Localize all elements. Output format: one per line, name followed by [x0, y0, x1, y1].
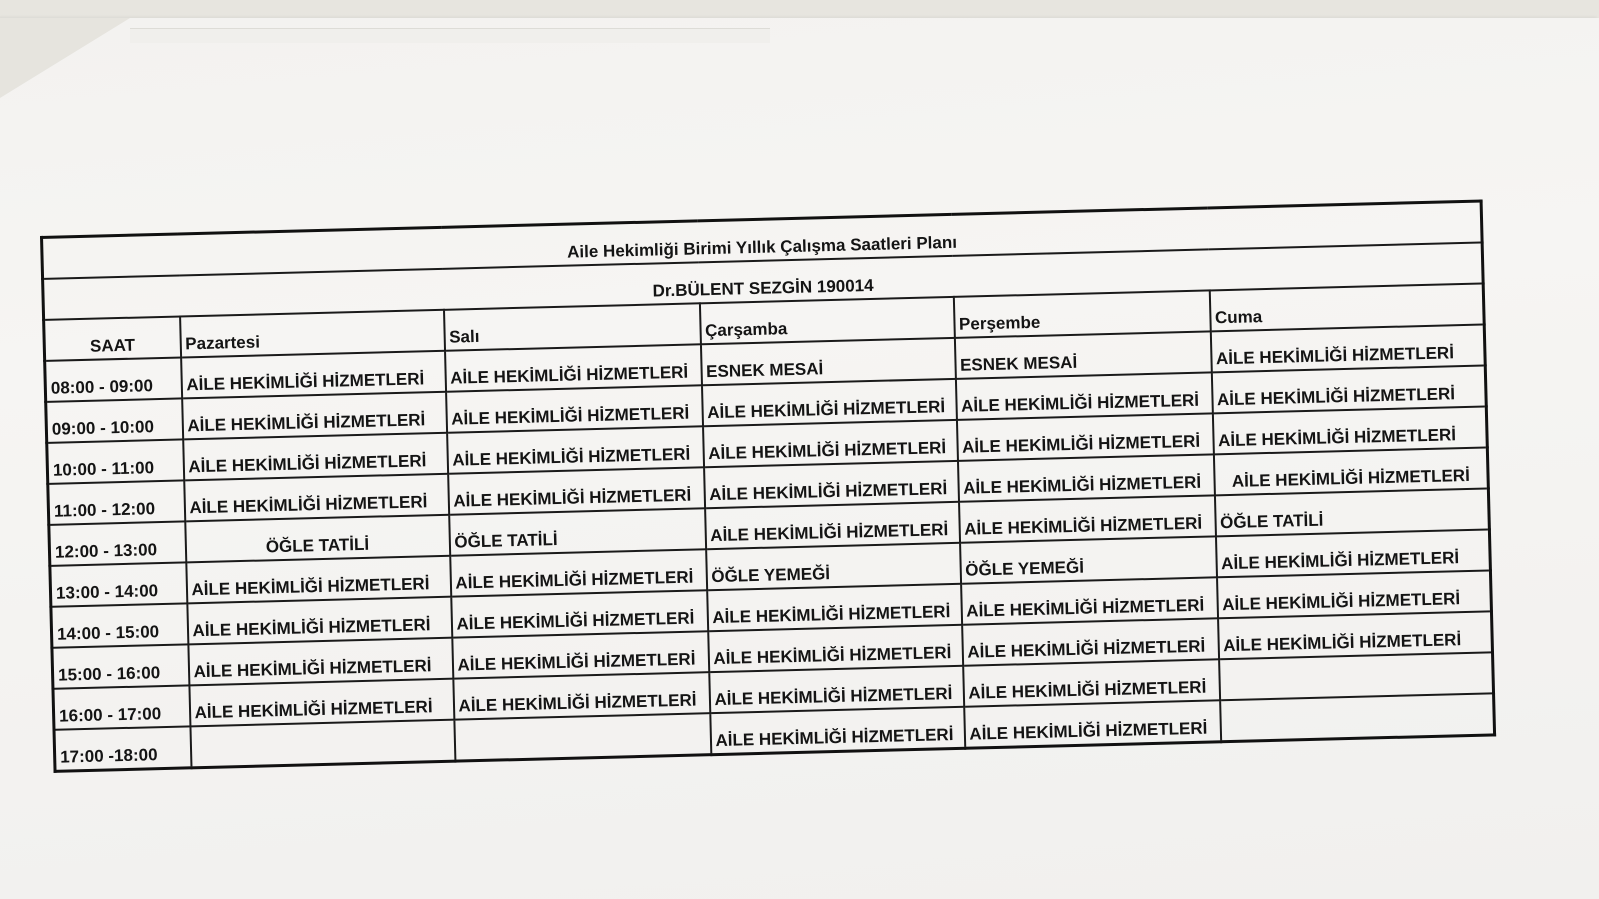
schedule-cell: AİLE HEKİMLİĞİ HİZMETLERİ: [184, 474, 449, 522]
schedule-cell: AİLE HEKİMLİĞİ HİZMETLERİ: [962, 618, 1219, 665]
paper-underlying-sheet: [130, 28, 770, 43]
schedule-cell: AİLE HEKİMLİĞİ HİZMETLERİ: [183, 433, 448, 481]
schedule-cell: AİLE HEKİMLİĞİ HİZMETLERİ: [453, 672, 710, 719]
schedule-cell: AİLE HEKİMLİĞİ HİZMETLERİ: [187, 597, 452, 645]
schedule-cell: AİLE HEKİMLİĞİ HİZMETLERİ: [446, 385, 703, 432]
schedule-cell: ESNEK MESAİ: [700, 338, 955, 385]
schedule-cell: AİLE HEKİMLİĞİ HİZMETLERİ: [703, 420, 958, 467]
schedule-cell: AİLE HEKİMLİĞİ HİZMETLERİ: [182, 392, 447, 440]
schedule-cell: ÖĞLE TATİLİ: [449, 508, 706, 555]
schedule-cell: AİLE HEKİMLİĞİ HİZMETLERİ: [452, 631, 709, 678]
schedule-cell: AİLE HEKİMLİĞİ HİZMETLERİ: [1218, 611, 1493, 659]
schedule-cell: AİLE HEKİMLİĞİ HİZMETLERİ: [450, 549, 707, 596]
header-pazartesi: Pazartesi: [180, 310, 445, 358]
schedule-cell: AİLE HEKİMLİĞİ HİZMETLERİ: [447, 426, 704, 473]
schedule-cell: ÖĞLE YEMEĞİ: [960, 536, 1217, 583]
schedule-table: [40, 199, 1496, 772]
schedule-cell: AİLE HEKİMLİĞİ HİZMETLERİ: [964, 700, 1221, 748]
time-cell: 17:00 -18:00: [54, 726, 191, 771]
header-carsamba: Çarşamba: [699, 297, 954, 344]
schedule-cell: AİLE HEKİMLİĞİ HİZMETLERİ: [705, 502, 960, 549]
schedule-cell: ÖĞLE YEMEĞİ: [706, 543, 961, 590]
schedule-cell: AİLE HEKİMLİĞİ HİZMETLERİ: [1212, 406, 1487, 454]
schedule-cell: AİLE HEKİMLİĞİ HİZMETLERİ: [963, 659, 1220, 706]
time-cell: 08:00 - 09:00: [45, 357, 182, 401]
schedule-cell: AİLE HEKİMLİĞİ HİZMETLERİ: [701, 379, 956, 426]
paper-corner-shadow: [0, 18, 130, 98]
schedule-cell: AİLE HEKİMLİĞİ HİZMETLERİ: [957, 454, 1214, 501]
time-cell: 09:00 - 10:00: [46, 398, 183, 442]
schedule-cell: AİLE HEKİMLİĞİ HİZMETLERİ: [707, 584, 962, 631]
schedule-cell: AİLE HEKİMLİĞİ HİZMETLERİ: [709, 666, 964, 713]
schedule-cell: AİLE HEKİMLİĞİ HİZMETLERİ: [181, 351, 446, 399]
schedule-cell: AİLE HEKİMLİĞİ HİZMETLERİ: [448, 467, 705, 514]
schedule-cell: AİLE HEKİMLİĞİ HİZMETLERİ: [959, 495, 1216, 542]
time-cell: 15:00 - 16:00: [52, 644, 189, 688]
schedule-cell: AİLE HEKİMLİĞİ HİZMETLERİ: [956, 413, 1213, 460]
schedule-cell: [1220, 693, 1495, 741]
time-cell: 10:00 - 11:00: [47, 439, 184, 483]
schedule-cell: AİLE HEKİMLİĞİ HİZMETLERİ: [186, 556, 451, 604]
schedule-cell: AİLE HEKİMLİĞİ HİZMETLERİ: [1210, 324, 1485, 372]
schedule-cell: ÖĞLE TATİLİ: [1214, 488, 1489, 536]
schedule-cell: AİLE HEKİMLİĞİ HİZMETLERİ: [704, 461, 959, 508]
schedule-cell: AİLE HEKİMLİĞİ HİZMETLERİ: [189, 679, 454, 727]
schedule-cell: AİLE HEKİMLİĞİ HİZMETLERİ: [710, 707, 965, 755]
time-cell: 16:00 - 17:00: [53, 685, 190, 729]
schedule-cell: ESNEK MESAİ: [954, 331, 1211, 378]
schedule-cell: AİLE HEKİMLİĞİ HİZMETLERİ: [445, 344, 702, 391]
doctor-name: Dr.BÜLENT SEZGİN 190014: [43, 243, 1484, 320]
schedule-cell: AİLE HEKİMLİĞİ HİZMETLERİ: [1211, 365, 1486, 413]
schedule-document: [40, 200, 1493, 773]
schedule-cell: [454, 713, 711, 761]
schedule-cell: AİLE HEKİMLİĞİ HİZMETLERİ: [1215, 529, 1490, 577]
schedule-cell: [190, 720, 455, 768]
header-persembe: Perşembe: [953, 290, 1210, 337]
table-title: Aile Hekimliği Birimi Yıllık Çalışma Saatleri Planı: [42, 201, 1483, 279]
schedule-cell: AİLE HEKİMLİĞİ HİZMETLERİ: [451, 590, 708, 637]
schedule-cell: AİLE HEKİMLİĞİ HİZMETLERİ: [1217, 570, 1492, 618]
time-cell: 13:00 - 14:00: [50, 562, 187, 606]
time-cell: 12:00 - 13:00: [49, 521, 186, 565]
schedule-cell: [1219, 652, 1494, 700]
schedule-cell: ÖĞLE TATİLİ: [185, 515, 450, 563]
schedule-cell: AİLE HEKİMLİĞİ HİZMETLERİ: [961, 577, 1218, 624]
schedule-cell: AİLE HEKİMLİĞİ HİZMETLERİ: [188, 638, 453, 686]
schedule-cell: AİLE HEKİMLİĞİ HİZMETLERİ: [708, 625, 963, 672]
header-saat: SAAT: [44, 316, 181, 360]
time-cell: 14:00 - 15:00: [51, 603, 188, 647]
time-cell: 11:00 - 12:00: [48, 480, 185, 524]
header-cuma: Cuma: [1209, 283, 1484, 331]
schedule-cell: AİLE HEKİMLİĞİ HİZMETLERİ: [955, 372, 1212, 419]
schedule-cell: AİLE HEKİMLİĞİ HİZMETLERİ: [1213, 447, 1488, 495]
header-sali: Salı: [443, 303, 700, 350]
